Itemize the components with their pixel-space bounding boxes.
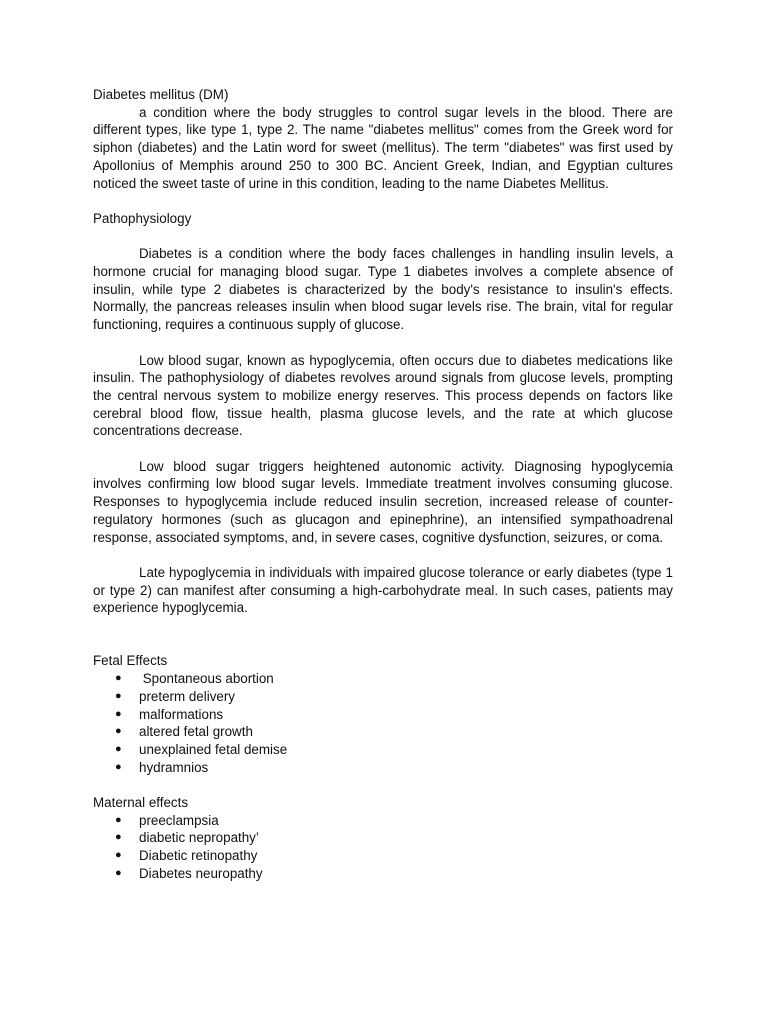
list-item: [93, 812, 673, 830]
list-item: [93, 706, 673, 724]
spacer: [93, 334, 673, 352]
list-item: [93, 829, 673, 847]
list-item-text: malformations: [139, 706, 224, 722]
bullet-icon: ●: [115, 831, 122, 844]
fetal-effects-list: [93, 670, 673, 776]
list-item-text: altered fetal growth: [139, 724, 253, 740]
list-item: [93, 670, 673, 688]
spacer: [93, 617, 673, 652]
spacer: [93, 440, 673, 458]
list-item-text: diabetic nepropathy’: [139, 830, 259, 846]
list-item: [93, 759, 673, 777]
list-item-text: Spontaneous abortion: [139, 671, 274, 687]
list-item: [93, 847, 673, 865]
pathophysiology-paragraph-3: Low blood sugar triggers heightened autonomic activity. Diagnosing hypoglycemia involves confirming low blood sugar levels. Immediate treatment involves consuming glucose. Responses to hypoglycemia include reduced insulin secretion, increased release of counter-regulatory hormones (such as glucagon and epinephrine), an intensified sympathoadrenal response, associated symptoms, and, in severe cases, cognitive dysfunction, seizures, or coma.: [93, 458, 673, 545]
spacer: [93, 228, 673, 246]
bullet-icon: ●: [115, 760, 122, 773]
maternal-effects-heading: Maternal effects: [93, 795, 189, 811]
list-item-text: Diabetes neuropathy: [139, 865, 263, 881]
bullet-icon: ●: [115, 672, 122, 685]
bullet-icon: ●: [115, 725, 122, 738]
pathophysiology-paragraph-2: Low blood sugar, known as hypoglycemia, often occurs due to diabetes medications like insulin. The pathophysiology of diabetes revolves around signals from glucose levels, prompting the central nervous system to mobilize energy reserves. This process depends on factors like cerebral blood flow, tissue health, plasma glucose levels, and the rate at which glucose concentrations decrease.: [93, 352, 673, 439]
document-page: [93, 86, 673, 883]
spacer: [93, 546, 673, 564]
bullet-icon: ●: [115, 849, 122, 862]
fetal-effects-heading: Fetal Effects: [93, 653, 168, 669]
bullet-icon: ●: [115, 689, 122, 702]
document-title: Diabetes mellitus (DM): [93, 87, 229, 102]
maternal-effects-list: [93, 812, 673, 883]
list-item: [93, 688, 673, 706]
pathophysiology-paragraph-4: Late hypoglycemia in individuals with impaired glucose tolerance or early diabetes (type 1 or type 2) can manifest after consuming a high-carbohydrate meal. In such cases, patients may experience hypoglycemia.: [93, 564, 673, 616]
list-item-text: hydramnios: [139, 759, 209, 775]
spacer: [93, 776, 673, 794]
intro-paragraph: a condition where the body struggles to control sugar levels in the blood. There are different types, like type 1, type 2. The name "diabetes mellitus" comes from the Greek word for siphon (diabetes) and the Latin word for sweet (mellitus). The term "diabetes" was first used by Apollonius of Memphis around 250 to 300 BC. Ancient Greek, Indian, and Egyptian cultures noticed the sweet taste of urine in this condition, leading to the name Diabetes Mellitus.: [93, 104, 673, 191]
bullet-icon: ●: [115, 813, 122, 826]
pathophysiology-heading: Pathophysiology: [93, 210, 192, 226]
list-item: [93, 741, 673, 759]
list-item-text: Diabetic retinopathy: [139, 848, 258, 864]
list-item-text: preeclampsia: [139, 812, 219, 828]
bullet-icon: ●: [115, 707, 122, 720]
bullet-icon: ●: [115, 866, 122, 879]
spacer: [93, 192, 673, 210]
list-item: [93, 865, 673, 883]
bullet-icon: ●: [115, 742, 122, 755]
list-item-text: preterm delivery: [139, 688, 235, 704]
pathophysiology-paragraph-1: Diabetes is a condition where the body faces challenges in handling insulin levels, a hormone crucial for managing blood sugar. Type 1 diabetes involves a complete absence of insulin, while type 2 diabetes is characterized by the body's resistance to insulin's effects. Normally, the pancreas releases insulin when blood sugar levels rise. The brain, vital for regular functioning, requires a continuous supply of glucose.: [93, 246, 673, 333]
list-item: [93, 723, 673, 741]
list-item-text: unexplained fetal demise: [139, 741, 288, 757]
